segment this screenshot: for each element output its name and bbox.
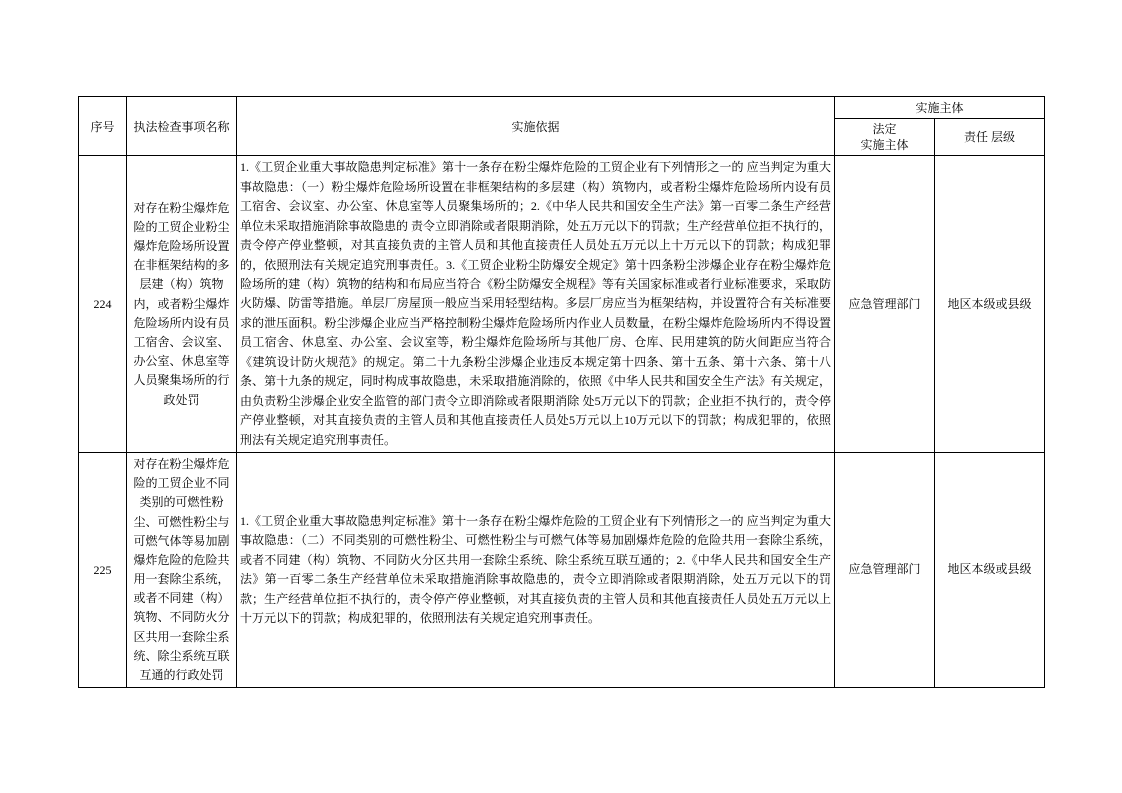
header-seq: 序号 bbox=[79, 97, 127, 156]
table-head bbox=[79, 97, 1045, 156]
header-legal-subject-line2: 实施主体 bbox=[860, 138, 909, 153]
enforcement-items-table-wrapper bbox=[78, 96, 1044, 688]
row-basis: 1.《工贸企业重大事故隐患判定标准》第十一条存在粉尘爆炸危险的工贸企业有下列情形之一的 应当判定为重大事故隐患：（二）不同类别的可燃性粉尘、可燃性粉尘与可燃气体等易加剧爆炸危险的危险共用一套除尘系统，或者不同建（构）筑物、不同防火分区共用一套除尘系统、除尘系统互联互通的；2.《中华人民共和国安全生产法》第一百零二条生产经营单位未采取措施消除事故隐患的，责令立即消除或者限期消除，处五万元以下的罚款；生产经营单位拒不执行的，责令停产停业整顿，对其直接负责的主管人员和其他直接责任人员处五万元以上十万元以下的罚款；构成犯罪的，依照刑法有关规定追究刑事责任。 bbox=[237, 452, 835, 687]
header-responsibility-level: 责任 层级 bbox=[935, 119, 1045, 156]
row-seq: 225 bbox=[79, 452, 127, 687]
header-legal-subject-line1: 法定 bbox=[872, 122, 897, 136]
enforcement-items-table bbox=[78, 96, 1045, 688]
row-legal-subject: 应急管理部门 bbox=[835, 452, 935, 687]
header-basis: 实施依据 bbox=[237, 97, 835, 156]
row-responsibility-level: 地区本级或县级 bbox=[935, 156, 1045, 453]
table-body bbox=[79, 156, 1045, 688]
row-item-name: 对存在粉尘爆炸危险的工贸企业不同类别的可燃性粉尘、可燃性粉尘与可燃气体等易加剧爆炸危险的危险共用一套除尘系统，或者不同建（构）筑物、不同防火分区共用一套除尘系统、除尘系统互联互通的行政处罚 bbox=[127, 452, 237, 687]
table-row bbox=[79, 156, 1045, 453]
table-header-top-row bbox=[79, 97, 1045, 119]
row-seq: 224 bbox=[79, 156, 127, 453]
header-legal-subject bbox=[835, 119, 935, 156]
table-row bbox=[79, 452, 1045, 687]
row-responsibility-level: 地区本级或县级 bbox=[935, 452, 1045, 687]
row-basis: 1.《工贸企业重大事故隐患判定标准》第十一条存在粉尘爆炸危险的工贸企业有下列情形之一的 应当判定为重大事故隐患：（一）粉尘爆炸危险场所设置在非框架结构的多层建（构）筑物内，或者粉尘爆炸危险场所内设有员工宿舍、会议室、办公室、休息室等人员聚集场所的；2.《中华人民共和国安全生产法》第一百零二条生产经营单位未采取措施消除事故隐患的 责令立即消除或者限期消除，处五万元以下的罚款；生产经营单位拒不执行的，责令停产停业整顿，对其直接负责的主管人员和其他直接责任人员处五万元以上十万元以下的罚款；构成犯罪的，依照刑法有关规定追究刑事责任。3.《工贸企业粉尘防爆安全规定》第十四条粉尘涉爆企业存在粉尘爆炸危险场所的建（构）筑物的结构和布局应当符合《粉尘防爆安全规程》等有关国家标准或者行业标准要求，采取防火防爆、防雷等措施。单层厂房屋顶一般应当采用轻型结构。多层厂房应当为框架结构，并设置符合有关标准要求的泄压面积。粉尘涉爆企业应当严格控制粉尘爆炸危险场所内作业人员数量，在粉尘爆炸危险场所内不得设置员工宿舍、休息室、办公室、会议室等，粉尘爆炸危险场所与其他厂房、仓库、民用建筑的防火间距应当符合《建筑设计防火规范》的规定。第二十九条粉尘涉爆企业违反本规定第十四条、第十五条、第十六条、第十八条、第十九条的规定，同时构成事故隐患，未采取措施消除的，依照《中华人民共和国安全生产法》有关规定，由负责粉尘涉爆企业安全监管的部门责令立即消除或者限期消除 处5万元以下的罚款；企业拒不执行的，责令停产停业整顿，对其直接负责的主管人员和其他直接责任人员处5万元以上10万元以下的罚款；构成犯罪的，依照刑法有关规定追究刑事责任。 bbox=[237, 156, 835, 453]
header-item-name: 执法检查事项名称 bbox=[127, 97, 237, 156]
row-item-name: 对存在粉尘爆炸危险的工贸企业粉尘爆炸危险场所设置在非框架结构的多层建（构）筑物内，或者粉尘爆炸危险场所内设有员工宿舍、会议室、办公室、休息室等人员聚集场所的行政处罚 bbox=[127, 156, 237, 453]
header-subject-group: 实施主体 bbox=[835, 97, 1045, 119]
row-legal-subject: 应急管理部门 bbox=[835, 156, 935, 453]
